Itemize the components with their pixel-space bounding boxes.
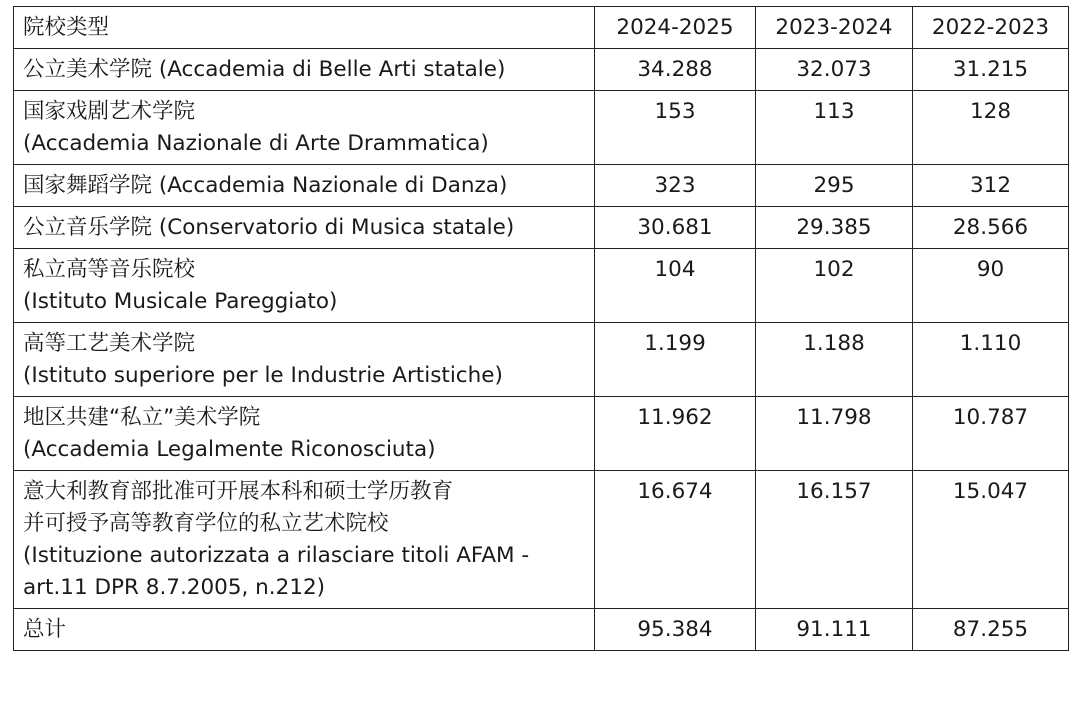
value-cell: 30.681	[595, 207, 756, 249]
type-line: (Accademia Legalmente Riconosciuta)	[23, 437, 436, 462]
table-row	[14, 397, 1069, 471]
institution-type	[14, 207, 595, 249]
type-line: 公立音乐学院 (Conservatorio di Musica statale)	[23, 215, 515, 240]
value-cell: 312	[913, 165, 1069, 207]
value-cell: 31.215	[913, 49, 1069, 91]
total-value: 87.255	[913, 609, 1069, 651]
institution-type	[14, 91, 595, 165]
value-cell: 11.962	[595, 397, 756, 471]
total-label: 总计	[14, 609, 595, 651]
type-line: 私立高等音乐院校	[23, 257, 196, 282]
header-year: 2023-2024	[756, 7, 913, 49]
header-year: 2024-2025	[595, 7, 756, 49]
table-row	[14, 91, 1069, 165]
table-row	[14, 207, 1069, 249]
total-value: 95.384	[595, 609, 756, 651]
table-row	[14, 323, 1069, 397]
institution-type	[14, 165, 595, 207]
value-cell: 1.188	[756, 323, 913, 397]
value-cell: 1.199	[595, 323, 756, 397]
value-cell: 90	[913, 249, 1069, 323]
header-row	[14, 7, 1069, 49]
value-cell: 10.787	[913, 397, 1069, 471]
value-cell: 32.073	[756, 49, 913, 91]
value-cell: 34.288	[595, 49, 756, 91]
table-row	[14, 49, 1069, 91]
enrollment-table	[13, 6, 1069, 651]
header-type: 院校类型	[14, 7, 595, 49]
type-line: (Istituto superiore per le Industrie Artistiche)	[23, 363, 503, 388]
table-row	[14, 165, 1069, 207]
value-cell: 102	[756, 249, 913, 323]
type-line: 意大利教育部批准可开展本科和硕士学历教育	[23, 479, 454, 504]
value-cell: 15.047	[913, 471, 1069, 609]
type-line: (Istituzione autorizzata a rilasciare titoli AFAM -	[23, 543, 530, 568]
type-line: (Accademia Nazionale di Arte Drammatica)	[23, 131, 489, 156]
value-cell: 295	[756, 165, 913, 207]
type-line: 并可授予高等教育学位的私立艺术院校	[23, 511, 389, 536]
type-line: 国家戏剧艺术学院	[23, 99, 196, 124]
value-cell: 153	[595, 91, 756, 165]
value-cell: 104	[595, 249, 756, 323]
value-cell: 29.385	[756, 207, 913, 249]
value-cell: 28.566	[913, 207, 1069, 249]
value-cell: 11.798	[756, 397, 913, 471]
value-cell: 113	[756, 91, 913, 165]
type-line: 高等工艺美术学院	[23, 331, 196, 356]
value-cell: 16.157	[756, 471, 913, 609]
type-line: 国家舞蹈学院 (Accademia Nazionale di Danza)	[23, 173, 508, 198]
total-row	[14, 609, 1069, 651]
value-cell: 16.674	[595, 471, 756, 609]
table-row	[14, 249, 1069, 323]
header-year: 2022-2023	[913, 7, 1069, 49]
value-cell: 323	[595, 165, 756, 207]
value-cell: 1.110	[913, 323, 1069, 397]
value-cell: 128	[913, 91, 1069, 165]
institution-type	[14, 49, 595, 91]
institution-type	[14, 249, 595, 323]
institution-type	[14, 397, 595, 471]
type-line: (Istituto Musicale Pareggiato)	[23, 289, 338, 314]
institution-type	[14, 471, 595, 609]
type-line: art.11 DPR 8.7.2005, n.212)	[23, 575, 326, 600]
table-row	[14, 471, 1069, 609]
type-line: 公立美术学院 (Accademia di Belle Arti statale)	[23, 57, 506, 82]
institution-type	[14, 323, 595, 397]
type-line: 地区共建“私立”美术学院	[23, 405, 261, 430]
total-value: 91.111	[756, 609, 913, 651]
